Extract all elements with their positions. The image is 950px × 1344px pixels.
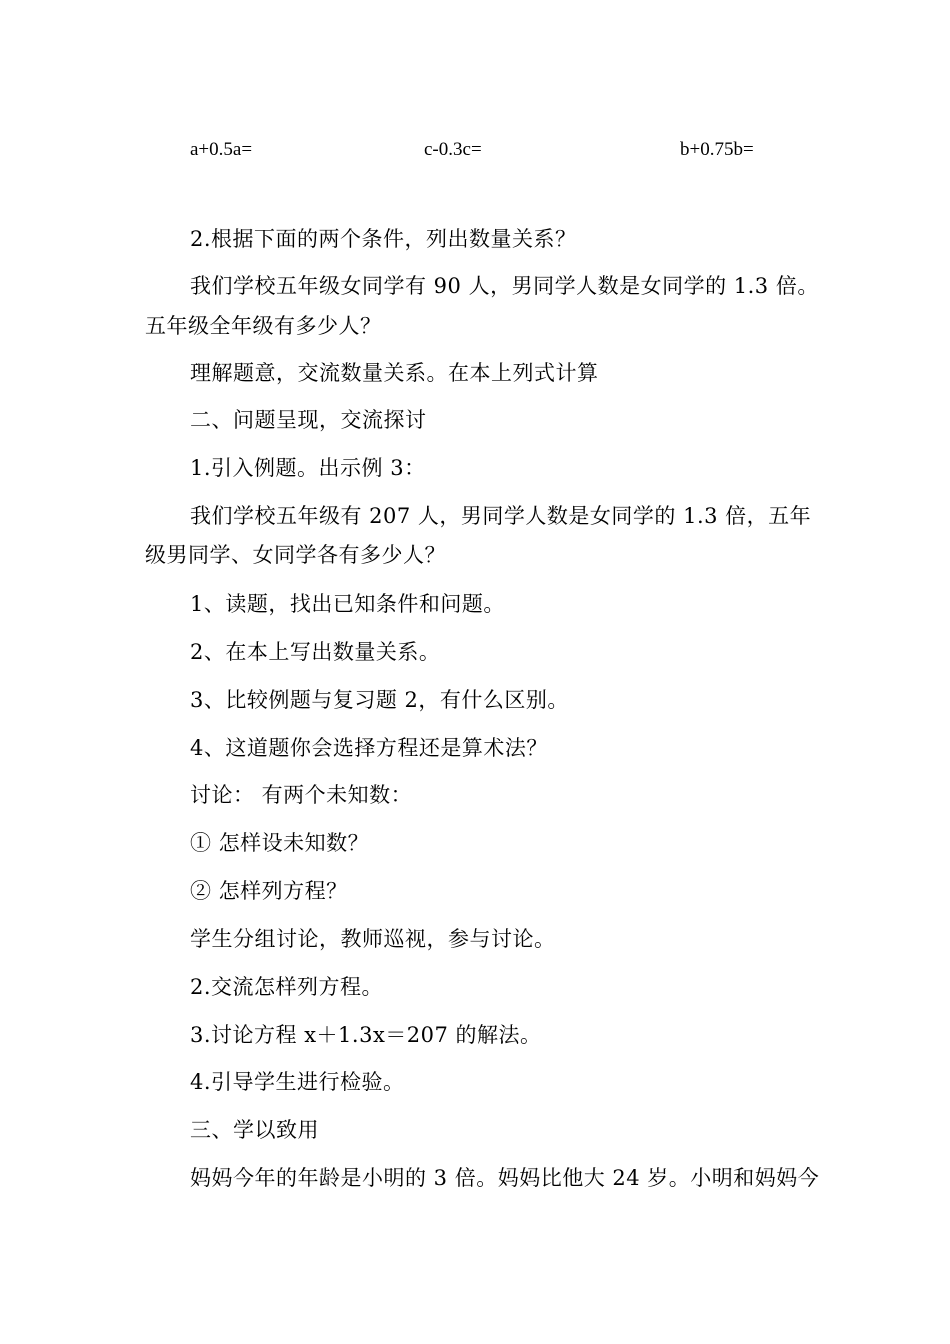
section-heading: 二、问题呈现，交流探讨 bbox=[190, 408, 427, 432]
paragraph-line: 2、在本上写出数量关系。 bbox=[190, 640, 441, 664]
paragraph-line: 2.交流怎样列方程。 bbox=[190, 975, 384, 999]
expression-1: a+0.5a= bbox=[190, 139, 253, 160]
paragraph-line: 讨论： 有两个未知数： bbox=[190, 783, 413, 807]
paragraph-line: 我们学校五年级女同学有 90 人，男同学人数是女同学的 1.3 倍。 bbox=[190, 274, 819, 298]
paragraph-line: 4、这道题你会选择方程还是算术法？ bbox=[190, 736, 548, 760]
paragraph-line: 3.讨论方程 x＋1.3x＝207 的解法。 bbox=[190, 1023, 542, 1047]
paragraph-line: 1、读题，找出已知条件和问题。 bbox=[190, 592, 505, 616]
paragraph-line: 4.引导学生进行检验。 bbox=[190, 1070, 405, 1094]
paragraph-line: 妈妈今年的年龄是小明的 3 倍。妈妈比他大 24 岁。小明和妈妈今 bbox=[190, 1166, 820, 1190]
paragraph-line: 学生分组讨论，教师巡视，参与讨论。 bbox=[190, 927, 556, 951]
paragraph-line: 3、比较例题与复习题 2，有什么区别。 bbox=[190, 688, 569, 712]
paragraph-line: 我们学校五年级有 207 人，男同学人数是女同学的 1.3 倍，五年 bbox=[190, 504, 812, 528]
paragraph-line: 2.根据下面的两个条件，列出数量关系？ bbox=[190, 227, 577, 251]
expression-3: b+0.75b= bbox=[680, 139, 754, 160]
section-heading: 三、学以致用 bbox=[190, 1118, 319, 1142]
paragraph-line: 理解题意，交流数量关系。在本上列式计算 bbox=[190, 361, 599, 385]
paragraph-line: 五年级全年级有多少人？ bbox=[145, 314, 382, 338]
paragraph-line: ② 怎样列方程？ bbox=[190, 879, 348, 903]
expression-2: c-0.3c= bbox=[424, 139, 482, 160]
paragraph-line: 级男同学、女同学各有多少人？ bbox=[145, 543, 446, 567]
paragraph-line: ① 怎样设未知数？ bbox=[190, 831, 370, 855]
paragraph-line: 1.引入例题。出示例 3： bbox=[190, 456, 426, 480]
